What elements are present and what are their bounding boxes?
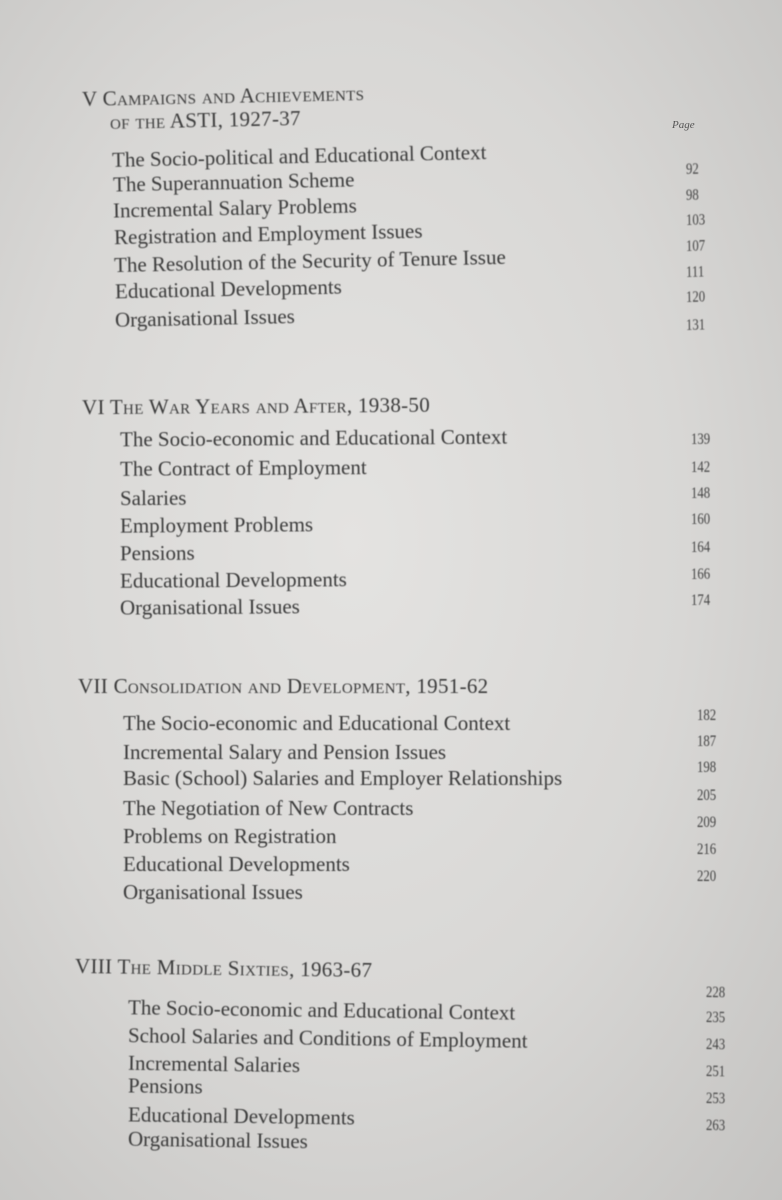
toc-entry-page: 103: [685, 211, 706, 229]
toc-entry-page: 98: [685, 186, 699, 204]
toc-entry-title: Pensions: [119, 540, 195, 566]
toc-entry-title: The Socio-economic and Educational Context: [119, 424, 508, 452]
toc-entry-page: 164: [690, 538, 711, 556]
toc-entry-title: Employment Problems: [119, 512, 314, 538]
toc-entry-page: 139: [690, 430, 711, 448]
chapter-heading: VI The War Years and After, 1938-50: [81, 392, 431, 420]
toc-entry-title: The Socio-economic and Educational Context: [123, 711, 511, 735]
toc-entry-title: Salaries: [119, 485, 187, 511]
toc-entry-page: 209: [697, 814, 717, 831]
toc-entry-title: Organisational Issues: [114, 304, 296, 332]
toc-entry-page: 111: [685, 263, 705, 281]
toc-entry-page: 142: [690, 458, 711, 476]
toc-entry-title: Educational Developments: [123, 852, 350, 876]
toc-entry-title: The Socio-political and Educational Context: [111, 140, 487, 172]
toc-entry-page: 182: [697, 707, 717, 724]
toc-entry-page: 220: [697, 868, 717, 885]
toc-entry-page: 120: [685, 288, 706, 306]
toc-entry-page: 228: [705, 984, 726, 1002]
toc-entry-page: 148: [690, 484, 711, 502]
page-column-label: Page: [672, 119, 695, 131]
toc-entry-page: 174: [690, 591, 711, 609]
toc-entry-title: Educational Developments: [127, 1102, 356, 1130]
toc-entry-page: 160: [690, 510, 711, 528]
chapter-heading: VIII The Middle Sixties, 1963-67: [74, 953, 373, 983]
toc-entry-title: Organisational Issues: [123, 880, 303, 904]
toc-entry-page: 235: [705, 1009, 726, 1027]
toc-entry-title: Educational Developments: [119, 567, 347, 593]
chapter-heading: V Campaigns and Achievements: [81, 81, 365, 111]
toc-entry-title: Pensions: [127, 1073, 203, 1099]
toc-entry-page: 198: [697, 759, 717, 776]
toc-entry-title: School Salaries and Conditions of Employment: [127, 1023, 528, 1053]
toc-entry-title: Educational Developments: [114, 274, 342, 304]
toc-entry-page: 263: [705, 1117, 726, 1135]
chapter-heading: VII Consolidation and Development, 1951-62: [78, 674, 489, 698]
toc-entry-page: 205: [697, 787, 717, 804]
toc-entry-page: 253: [705, 1090, 726, 1108]
toc-entry-title: Organisational Issues: [127, 1126, 309, 1154]
toc-entry-page: 187: [697, 733, 717, 750]
toc-entry-title: The Socio-economic and Educational Context: [127, 995, 516, 1025]
toc-entry-title: Basic (School) Salaries and Employer Relationships: [123, 766, 563, 790]
toc-entry-page: 107: [685, 237, 706, 255]
toc-entry-title: Incremental Salaries: [127, 1050, 301, 1078]
toc-entry-page: 92: [685, 160, 699, 178]
toc-entry-title: Incremental Salary Problems: [112, 193, 357, 223]
toc-entry-title: The Negotiation of New Contracts: [123, 796, 414, 820]
toc-entry-title: Problems on Registration: [123, 824, 337, 848]
toc-entry-page: 166: [690, 565, 711, 583]
toc-entry-title: Incremental Salary and Pension Issues: [123, 740, 447, 764]
toc-entry-page: 131: [685, 316, 706, 334]
toc-entry-title: Registration and Employment Issues: [113, 218, 423, 250]
toc-entry-page: 251: [705, 1063, 726, 1081]
toc-entry-title: The Superannuation Scheme: [112, 167, 355, 197]
toc-entry-page: 243: [705, 1036, 726, 1054]
toc-entry-title: The Contract of Employment: [119, 455, 367, 481]
chapter-heading: of the ASTI, 1927-37: [109, 106, 302, 134]
toc-entry-page: 216: [697, 841, 717, 858]
toc-entry-title: The Resolution of the Security of Tenure Issue: [113, 244, 507, 278]
toc-entry-title: Organisational Issues: [119, 594, 300, 620]
